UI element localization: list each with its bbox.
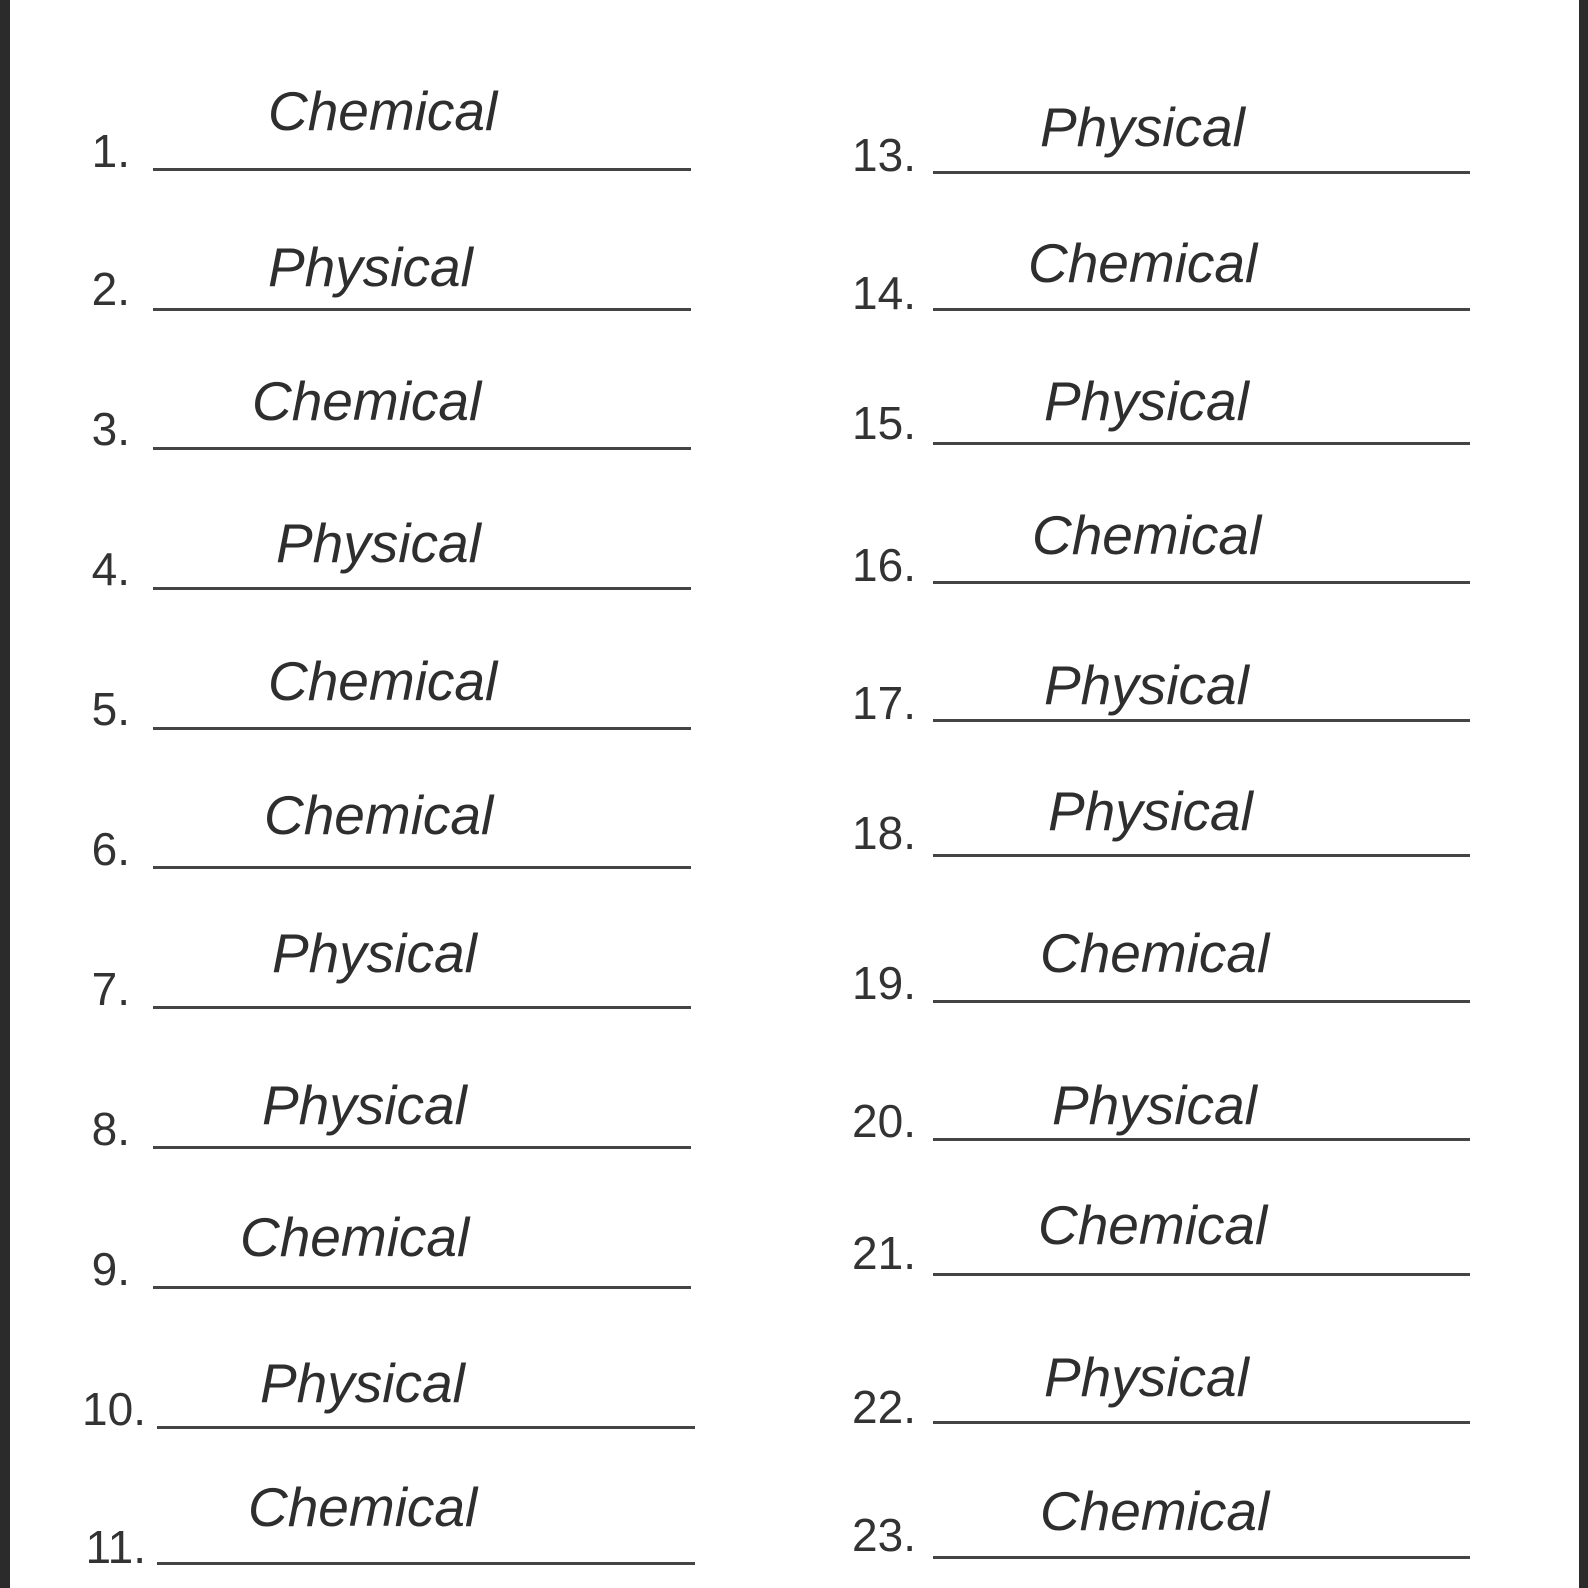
answer-text: Chemical bbox=[268, 650, 498, 712]
answer-line bbox=[933, 1138, 1470, 1141]
question-number: 13. bbox=[852, 129, 916, 181]
answer-line bbox=[153, 1146, 691, 1149]
answer-text: Physical bbox=[1044, 370, 1249, 432]
answer-line bbox=[153, 587, 691, 590]
answer-text: Physical bbox=[260, 1352, 465, 1414]
answer-line bbox=[153, 727, 691, 730]
answer-text: Physical bbox=[1052, 1074, 1257, 1136]
question-number: 6. bbox=[91, 823, 130, 875]
answer-line bbox=[157, 1426, 695, 1429]
answer-text: Chemical bbox=[252, 370, 482, 432]
question-number: 23. bbox=[852, 1509, 916, 1561]
answer-line bbox=[933, 1273, 1470, 1276]
answer-line bbox=[157, 1562, 695, 1565]
answer-text: Physical bbox=[1040, 96, 1245, 158]
answer-line bbox=[153, 447, 691, 450]
answer-line bbox=[933, 1421, 1470, 1424]
answer-line bbox=[153, 1286, 691, 1289]
question-number: 18. bbox=[852, 807, 916, 859]
page-border-right bbox=[1579, 0, 1588, 1588]
answer-text: Chemical bbox=[264, 784, 494, 846]
answer-line bbox=[933, 308, 1470, 311]
answer-line bbox=[153, 308, 691, 311]
answer-line bbox=[153, 168, 691, 171]
answer-text: Chemical bbox=[268, 80, 498, 142]
answer-line bbox=[153, 866, 691, 869]
question-number: 2. bbox=[91, 263, 130, 315]
answer-line bbox=[933, 581, 1470, 584]
question-number: 20. bbox=[852, 1095, 916, 1147]
question-number: 14. bbox=[852, 267, 916, 319]
answer-line bbox=[933, 442, 1470, 445]
question-number: 21. bbox=[852, 1227, 916, 1279]
question-number: 1. bbox=[91, 125, 130, 177]
question-number: 15. bbox=[852, 397, 916, 449]
answer-line bbox=[933, 1556, 1470, 1559]
question-number: 22. bbox=[852, 1381, 916, 1433]
answer-text: Physical bbox=[276, 512, 481, 574]
page-border-left bbox=[0, 0, 10, 1588]
answer-line bbox=[933, 171, 1470, 174]
question-number: 19. bbox=[852, 957, 916, 1009]
answer-text: Physical bbox=[1048, 780, 1253, 842]
answer-text: Physical bbox=[262, 1074, 467, 1136]
answer-text: Physical bbox=[272, 922, 477, 984]
question-number: 3. bbox=[91, 403, 130, 455]
answer-line bbox=[933, 719, 1470, 722]
question-number: 5. bbox=[91, 683, 130, 735]
answer-line bbox=[933, 854, 1470, 857]
question-number: 8. bbox=[91, 1103, 130, 1155]
answer-line bbox=[153, 1006, 691, 1009]
question-number: 4. bbox=[91, 543, 130, 595]
answer-line bbox=[933, 1000, 1470, 1003]
answer-text: Chemical bbox=[1028, 232, 1258, 294]
answer-text: Physical bbox=[1044, 654, 1249, 716]
answer-text: Physical bbox=[268, 236, 473, 298]
answer-text: Physical bbox=[1044, 1346, 1249, 1408]
question-number: 9. bbox=[91, 1243, 130, 1295]
answer-text: Chemical bbox=[1032, 504, 1262, 566]
answer-text: Chemical bbox=[248, 1476, 478, 1538]
answer-text: Chemical bbox=[1040, 1480, 1270, 1542]
answer-text: Chemical bbox=[1038, 1194, 1268, 1256]
question-number: 11. bbox=[85, 1521, 146, 1573]
question-number: 10. bbox=[82, 1383, 146, 1435]
question-number: 17. bbox=[852, 677, 916, 729]
question-number: 16. bbox=[852, 539, 916, 591]
question-number: 7. bbox=[91, 963, 130, 1015]
answer-text: Chemical bbox=[240, 1206, 470, 1268]
answer-text: Chemical bbox=[1040, 922, 1270, 984]
